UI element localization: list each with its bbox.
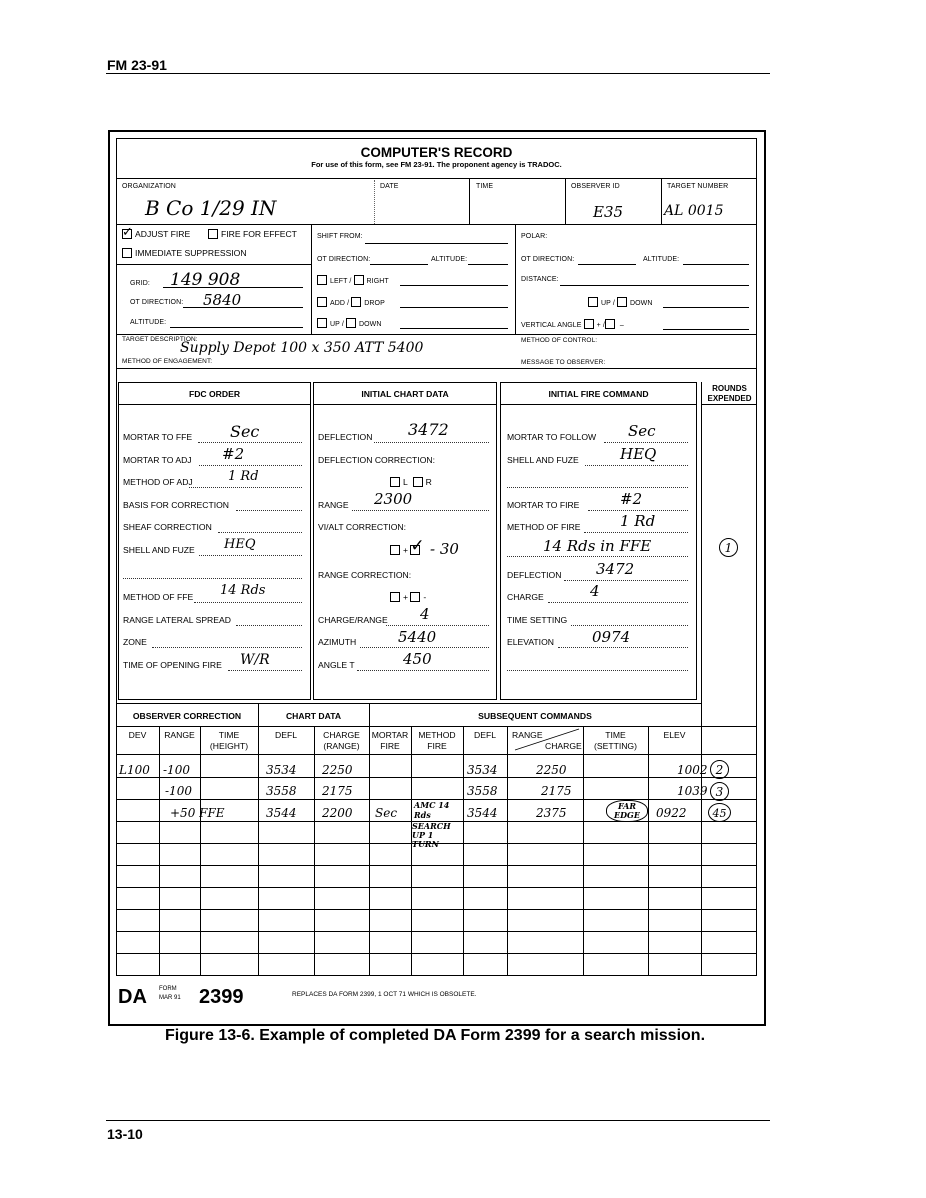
- divider: [159, 726, 160, 976]
- fdc-row-label: MORTAR TO FFE: [123, 432, 193, 442]
- divider: [701, 404, 757, 405]
- divider: [116, 777, 757, 778]
- fdc-row-label: METHOD OF FFE: [123, 592, 194, 602]
- range-correction-label: RANGE CORRECTION:: [318, 570, 412, 580]
- checkbox: [208, 229, 218, 239]
- shift-altitude-label: ALTITUDE:: [431, 256, 468, 263]
- elevation-label: ELEVATION: [507, 637, 554, 647]
- fdc-row-value: Sec: [230, 422, 260, 441]
- divider: [116, 887, 757, 888]
- fire-for-effect-option: [208, 229, 297, 240]
- dotted-leader: [357, 670, 489, 671]
- divider: [648, 726, 649, 976]
- label: ADJUST FIRE: [135, 229, 191, 239]
- table-cell: 3534: [266, 763, 297, 777]
- polar-ot-direction-label: OT DIRECTION:: [521, 256, 575, 263]
- rounds-count: 3: [710, 782, 729, 801]
- checkbox: [605, 319, 615, 329]
- table-cell: Sec: [375, 806, 398, 820]
- ifc-charge-value: 4: [590, 582, 600, 600]
- divider: [374, 180, 375, 224]
- fdc-row-label: SHELL AND FUZE: [123, 545, 195, 555]
- rounds-expended-header: ROUNDS EXPENDED: [707, 384, 752, 403]
- dotted-leader: [571, 625, 688, 626]
- table-cell: 3558: [467, 784, 498, 798]
- fdc-row-value: #2: [222, 445, 245, 463]
- label: UP: [601, 299, 611, 307]
- organization-value: B Co 1/29 IN: [145, 196, 277, 220]
- col-header: METHOD FIRE: [418, 730, 456, 751]
- checkbox: [413, 477, 423, 487]
- target-description-label: TARGET DESCRIPTION:: [122, 336, 198, 343]
- col-header: TIME (HEIGHT): [209, 730, 249, 751]
- dotted-leader: [588, 510, 688, 511]
- chart-range-value: 2300: [374, 490, 413, 508]
- dotted-leader: [374, 442, 489, 443]
- col-header: TIME (SETTING): [594, 730, 637, 751]
- add-drop-option: ADD / DROP: [317, 298, 385, 308]
- shell-fuze-value: HEQ: [620, 445, 657, 463]
- fdc-row-value: W/R: [240, 652, 270, 668]
- dotted-leader: [585, 465, 688, 466]
- chart-angle-t-value: 450: [403, 650, 432, 668]
- check-mark: ✓: [122, 223, 133, 239]
- initial-chart-data-header: INITIAL CHART DATA: [361, 389, 449, 399]
- vi-alt-value: - 30: [430, 540, 459, 558]
- azimuth-label: AZIMUTH: [318, 637, 357, 647]
- divider: [116, 953, 757, 954]
- ifc-deflection-value: 3472: [596, 560, 635, 578]
- polar-up-down-option: UP / DOWN: [588, 298, 653, 308]
- col-header: DEFL: [474, 730, 496, 740]
- divider: [661, 178, 662, 224]
- checkbox: [390, 477, 400, 487]
- fdc-row-label: MORTAR TO ADJ: [123, 455, 192, 465]
- label: + /: [596, 321, 605, 329]
- ot-direction-label: OT DIRECTION:: [130, 299, 184, 306]
- underline: [163, 287, 303, 288]
- label: DROP: [364, 299, 385, 307]
- organization-label: ORGANIZATION: [122, 183, 176, 190]
- table-cell: 2200: [322, 806, 353, 820]
- method-of-engagement-label: METHOD OF ENGAGEMENT:: [122, 358, 213, 365]
- observer-correction-header: OBSERVER CORRECTION: [132, 711, 242, 721]
- range-label: RANGE: [318, 500, 349, 510]
- initial-fire-command-header: INITIAL FIRE COMMAND: [548, 389, 649, 399]
- fdc-row-label: METHOD OF ADJ: [123, 477, 193, 487]
- label: FIRE FOR EFFECT: [221, 229, 297, 239]
- l-r-option: [390, 477, 432, 488]
- dotted-leader: [152, 647, 302, 648]
- rounds-count: 2: [710, 760, 729, 779]
- underline: [400, 285, 508, 286]
- method-of-control-label: METHOD OF CONTROL:: [521, 337, 598, 344]
- divider: [116, 368, 757, 369]
- col-header: ELEV: [663, 730, 686, 740]
- range-correction-option: [390, 592, 426, 603]
- underline: [663, 329, 749, 330]
- ifc-deflection-label: DEFLECTION: [507, 570, 562, 580]
- divider: [200, 726, 201, 976]
- table-cell: L100: [119, 763, 150, 777]
- divider: [258, 703, 259, 976]
- deflection-correction-label: DEFLECTION CORRECTION:: [318, 455, 435, 465]
- vertical-angle-option: VERTICAL ANGLE + / –: [521, 320, 624, 330]
- divider: [500, 404, 697, 405]
- col-header: DEFL: [275, 730, 297, 740]
- mortar-to-follow-value: Sec: [628, 422, 656, 440]
- table-cell: -100: [165, 784, 192, 798]
- figure-caption: Figure 13-6. Example of completed DA Form 2399 for a search mission.: [164, 1027, 706, 1044]
- underline: [170, 327, 303, 328]
- divider: [116, 865, 757, 866]
- fdc-row-label: TIME OF OPENING FIRE: [123, 660, 222, 670]
- checkbox: [351, 297, 361, 307]
- mortar-to-fire-value: #2: [620, 490, 643, 508]
- table-cell: 1039: [677, 784, 708, 798]
- check-mark: ✓: [410, 535, 425, 555]
- charge-range-label: CHARGE/RANGE: [318, 615, 388, 625]
- form-title: COMPUTER'S RECORD: [360, 145, 513, 160]
- underline: [683, 264, 749, 265]
- divider: [515, 224, 516, 334]
- dotted-leader: [236, 625, 302, 626]
- method-of-fire-label: METHOD OF FIRE: [507, 522, 581, 532]
- replaces-note: REPLACES DA FORM 2399, 1 OCT 71 WHICH IS OBSOLETE.: [292, 991, 477, 998]
- dotted-leader: [558, 647, 688, 648]
- method-of-fire-value: 1 Rd: [620, 512, 656, 530]
- label: ADD: [330, 299, 346, 307]
- label: RIGHT: [366, 277, 389, 285]
- checkbox: [122, 248, 132, 258]
- col-header: CHARGE (RANGE): [323, 730, 360, 751]
- label: UP: [330, 320, 340, 328]
- page-footer: 13-10: [107, 1126, 143, 1142]
- target-description-value: Supply Depot 100 x 350 ATT 5400: [180, 340, 424, 356]
- chart-charge-value: 4: [420, 605, 430, 623]
- checkbox: [390, 592, 400, 602]
- target-number-label: TARGET NUMBER: [667, 183, 729, 190]
- fdc-order-header: FDC ORDER: [188, 389, 241, 399]
- checkbox: [588, 297, 598, 307]
- dotted-leader: [199, 555, 302, 556]
- underline: [370, 264, 428, 265]
- divider: [311, 224, 312, 334]
- table-cell: 3534: [467, 763, 498, 777]
- underline: [400, 328, 508, 329]
- divider: [507, 726, 508, 976]
- divider: [313, 404, 497, 405]
- underline: [400, 307, 508, 308]
- checkbox: [317, 275, 327, 285]
- table-cell: 3544: [266, 806, 297, 820]
- distance-label: DISTANCE:: [521, 276, 559, 283]
- divider: [411, 726, 412, 976]
- checkbox: [410, 535, 425, 555]
- underline: [663, 307, 749, 308]
- shell-fuze-label: SHELL AND FUZE: [507, 455, 579, 465]
- divider: [116, 703, 701, 704]
- form-word: FORM: [159, 986, 177, 992]
- up-down-option: UP / DOWN: [317, 319, 382, 329]
- vi-alt-correction-label: VI/ALT CORRECTION:: [318, 522, 407, 532]
- checkbox: [584, 319, 594, 329]
- dotted-leader: [386, 625, 489, 626]
- dotted-leader: [507, 670, 688, 671]
- table-cell: 2175: [322, 784, 353, 798]
- dotted-leader: [199, 465, 302, 466]
- form-number: 2399: [199, 986, 244, 1008]
- divider: [583, 726, 584, 976]
- label: -: [423, 592, 427, 602]
- dotted-leader: [189, 487, 302, 488]
- observer-id-value: E35: [593, 203, 624, 221]
- fdc-row-label: ZONE: [123, 637, 147, 647]
- form-da-label: DA: [118, 986, 147, 1008]
- label: +: [403, 592, 409, 602]
- table-cell: 2250: [536, 763, 567, 777]
- label: VERTICAL ANGLE: [521, 321, 582, 329]
- charge-label: CHARGE: [507, 592, 544, 602]
- range-charge-slash: [507, 726, 583, 752]
- message-to-observer-label: MESSAGE TO OBSERVER:: [521, 359, 606, 366]
- shift-from-label: SHIFT FROM:: [317, 233, 363, 240]
- header-rule: [106, 73, 770, 74]
- dotted-leader: [236, 510, 302, 511]
- divider: [314, 726, 315, 976]
- dotted-leader: [507, 556, 688, 557]
- divider: [116, 909, 757, 910]
- table-cell: -100: [163, 763, 190, 777]
- divider: [118, 404, 311, 405]
- label: R: [425, 477, 432, 487]
- dotted-leader: [507, 487, 688, 488]
- table-cell: +50 FFE: [170, 806, 225, 820]
- divider: [463, 726, 464, 976]
- rounds-count: 45: [708, 803, 731, 822]
- checkbox: [410, 592, 420, 602]
- fdc-row-label: RANGE LATERAL SPREAD: [123, 615, 231, 625]
- underline: [468, 264, 508, 265]
- fdc-row-value: 1 Rd: [228, 469, 259, 484]
- checkbox: [317, 297, 327, 307]
- col-header: DEV: [128, 730, 147, 740]
- form-date: MAR 91: [159, 995, 181, 1001]
- grid-label: GRID:: [130, 280, 150, 287]
- fdc-order-panel: [118, 382, 311, 700]
- checkbox: [317, 318, 327, 328]
- chart-azimuth-value: 5440: [398, 628, 437, 646]
- dotted-leader: [194, 602, 302, 603]
- label: LEFT: [330, 277, 348, 285]
- divider: [469, 178, 470, 224]
- time-setting-cell: FAR EDGE: [606, 800, 648, 822]
- dotted-leader: [352, 510, 489, 511]
- table-cell: 2175: [541, 784, 572, 798]
- dotted-leader: [228, 670, 302, 671]
- fdc-row-label: BASIS FOR CORRECTION: [123, 500, 229, 510]
- dotted-leader: [604, 442, 688, 443]
- fdc-row-value: HEQ: [224, 537, 256, 552]
- divider: [116, 931, 757, 932]
- page-header: FM 23-91: [107, 57, 167, 73]
- form-subtitle: For use of this form, see FM 23-91. The proponent agency is TRADOC.: [311, 160, 562, 169]
- dotted-leader: [123, 578, 302, 579]
- underline: [560, 285, 749, 286]
- angle-t-label: ANGLE T: [318, 660, 355, 670]
- divider: [116, 334, 757, 335]
- table-cell: 1002: [677, 763, 708, 777]
- deflection-label: DEFLECTION: [318, 432, 373, 442]
- mortar-to-fire-label: MORTAR TO FIRE: [507, 500, 580, 510]
- ifc-elevation-value: 0974: [592, 628, 631, 646]
- dotted-leader: [360, 647, 489, 648]
- time-label: TIME: [476, 183, 494, 190]
- ifc-extra-value: 14 Rds in FFE: [543, 537, 652, 555]
- checkbox: [390, 545, 400, 555]
- label: DOWN: [629, 299, 653, 307]
- shift-ot-direction-label: OT DIRECTION:: [317, 256, 371, 263]
- checkbox: [122, 223, 133, 239]
- label: +: [403, 545, 409, 555]
- adjust-fire-option: [122, 223, 191, 240]
- table-cell: 3558: [266, 784, 297, 798]
- underline: [578, 264, 636, 265]
- ot-direction-value: 5840: [203, 291, 242, 309]
- underline: [365, 243, 508, 244]
- dotted-leader: [198, 442, 302, 443]
- method-fire-cell: AMC 14 Rds: [414, 800, 450, 820]
- col-header: RANGE: [164, 730, 195, 740]
- table-cell: 0922: [656, 806, 687, 820]
- grid-value: 149 908: [170, 270, 241, 290]
- col-header-charge: CHARGE: [545, 741, 582, 751]
- checkbox: [354, 275, 364, 285]
- label: L: [403, 477, 408, 487]
- divider: [116, 726, 757, 727]
- divider: [116, 264, 311, 265]
- dotted-leader: [548, 602, 688, 603]
- polar-altitude-label: ALTITUDE:: [643, 256, 680, 263]
- date-label: DATE: [380, 183, 399, 190]
- chart-deflection-value: 3472: [408, 420, 449, 439]
- divider: [116, 224, 757, 225]
- polar-label: POLAR:: [521, 233, 548, 240]
- table-cell: 2375: [536, 806, 567, 820]
- col-header: MORTAR FIRE: [371, 730, 409, 751]
- mortar-to-follow-label: MORTAR TO FOLLOW: [507, 432, 597, 442]
- label: DOWN: [358, 320, 382, 328]
- col-header-range: RANGE: [512, 730, 543, 740]
- observer-id-label: OBSERVER ID: [571, 183, 620, 190]
- divider: [116, 754, 757, 755]
- target-number-value: AL 0015: [664, 203, 724, 219]
- fdc-row-label: SHEAF CORRECTION: [123, 522, 212, 532]
- table-cell: 3544: [467, 806, 498, 820]
- left-right-option: LEFT / RIGHT: [317, 276, 389, 286]
- subsequent-commands-header: SUBSEQUENT COMMANDS: [478, 711, 592, 721]
- altitude-label: ALTITUDE:: [130, 319, 167, 326]
- vi-alt-option: [390, 535, 425, 556]
- dotted-leader: [564, 580, 688, 581]
- rounds-count: 1: [719, 538, 738, 557]
- footer-rule: [106, 1120, 770, 1121]
- fdc-row-value: 14 Rds: [220, 583, 266, 598]
- label: IMMEDIATE SUPPRESSION: [135, 248, 247, 258]
- underline: [183, 307, 303, 308]
- time-setting-label: TIME SETTING: [507, 615, 568, 625]
- immediate-suppression-option: [122, 248, 247, 259]
- search-note: SEARCH UP 1 TURN: [412, 821, 451, 849]
- chart-data-header: CHART DATA: [285, 711, 342, 721]
- dotted-leader: [584, 532, 688, 533]
- checkbox: [346, 318, 356, 328]
- table-cell: 2250: [322, 763, 353, 777]
- checkbox: [617, 297, 627, 307]
- divider: [565, 178, 566, 224]
- dotted-leader: [218, 532, 302, 533]
